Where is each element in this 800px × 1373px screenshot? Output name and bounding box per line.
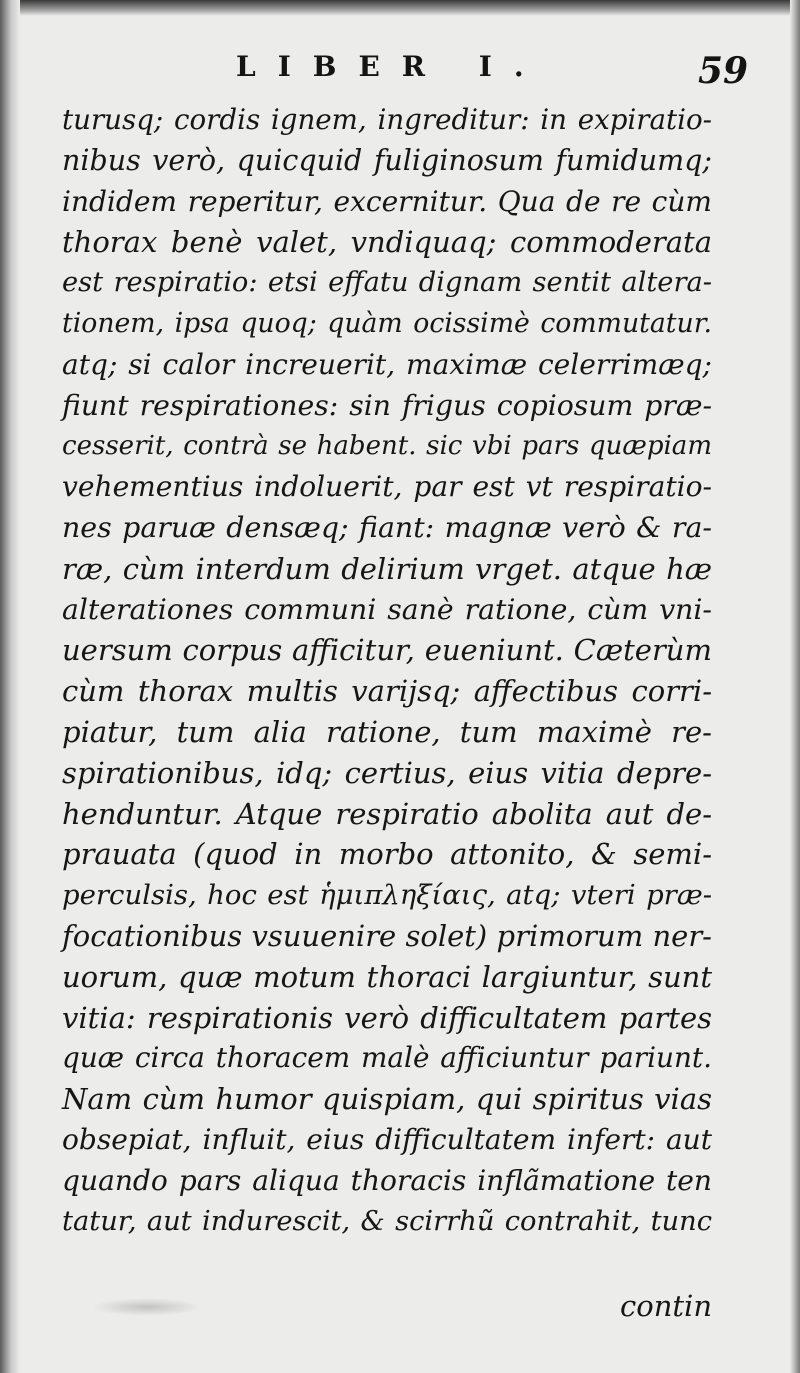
text-line: tatur, aut indurescit, & scirrhũ contrahit, tunc [62,1205,712,1237]
running-head [0,44,800,94]
text-line: obsepiat, influit, eius difficultatem infert: aut [62,1122,712,1156]
text-line: cesserit, contrà se habent. sic vbi pars quæpiam [62,431,712,462]
body-text [62,100,712,1242]
text-line: quando pars aliqua thoracis inflãmatione ten [62,1163,712,1197]
catchword: contin [620,1289,712,1323]
text-line: alterationes communi sanè ratione, cùm vni- [62,592,712,626]
text-line: henduntur. Atque respiratio abolita aut de- [62,796,712,831]
text-line: est respiratio: etsi effatu dignam sentit altera- [62,267,712,299]
text-line: nibus verò, quicquid fuliginosum fumidumq; [62,143,712,177]
scan-edge-right [790,0,800,1373]
text-line: indidem reperitur, excernitur. Qua de re cùm [62,184,712,218]
text-line: perculsis, hoc est ἡμιπληξίαις, atq; vteri præ- [62,879,712,912]
text-line: Nam cùm humor quispiam, qui spiritus vias [62,1082,712,1117]
text-line: thorax benè valet, vndiquaq; commoderata [62,225,712,260]
text-line: uorum, quæ motum thoraci largiuntur, sunt [62,959,712,994]
scan-edge-left [0,0,20,1373]
text-line: quæ circa thoracem malè afficiuntur pariunt. [62,1041,712,1075]
text-line: cùm thorax multis varijsq; affectibus corri- [62,674,712,709]
running-title: LIBER I. [236,50,546,83]
text-line: prauata (quod in morbo attonito, & semi- [62,837,712,872]
text-line: uersum corpus afficitur, eueniunt. Cæterùm [62,633,712,668]
text-line: piatur, tum alia ratione, tum maximè re- [62,714,712,749]
text-line: vehementius indoluerit, par est vt respiratio- [62,470,712,504]
text-line: focationibus vsuuenire solet) primorum ner- [62,918,712,953]
text-line: tionem, ipsa quoq; quàm ocissimè commutatur. [62,307,712,339]
text-line: spirationibus, idq; certius, eius vitia depre- [62,755,712,790]
catchword-area [62,1286,712,1326]
text-line: fiunt respirationes: sin frigus copiosum præ- [62,388,712,422]
text-line: vitia: respirationis verò difficultatem partes [62,1000,712,1035]
text-line: turusq; cordis ignem, ingreditur: in expiratio- [62,103,712,136]
scan-edge-top [0,0,800,16]
text-line: nes paruæ densæq; fiant: magnæ verò & ra- [62,510,712,544]
text-line: ræ, cùm interdum delirium vrget. atque hæ [62,551,712,586]
text-line: atq; si calor increuerit, maximæ celerrimæq; [62,347,712,381]
page-number: 59 [698,50,749,92]
